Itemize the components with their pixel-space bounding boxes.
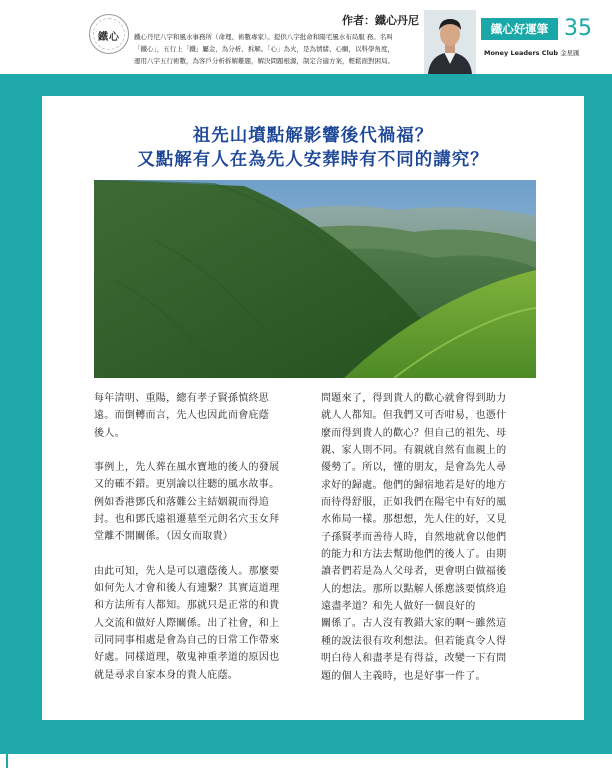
article-line: 求好的歸處。他們的歸宿地若是好的地方 (321, 479, 507, 491)
author-name: 作者：鐵心丹尼 (342, 14, 419, 27)
article-title-line-2: 又點解有人在為先人安葬時有不同的講究？ (137, 150, 489, 170)
article-line: 題的個人主義時，也是好事一件了。 (321, 670, 486, 682)
club-name (484, 48, 580, 57)
article-line: 就是尋求自家本身的貴人庇蔭。 (94, 669, 239, 681)
column-tag: 鐵心好運筆 (481, 18, 558, 40)
tiexin-logo (89, 14, 129, 54)
article-line: 如何先人才會和後人有連繫？其實這道理 (94, 583, 280, 595)
author-portrait-icon (424, 10, 476, 74)
article-line: 麼而得到貴人的歡心？但自己的祖先、母 (321, 427, 507, 439)
article-line: 人的想法。那所以點解人係應該要慎終追 (321, 583, 507, 595)
article-paragraph (94, 563, 306, 684)
author-bio-line: 「鐵心」，五行上「鐵」屬金，為分析、拆解。「心」為火，是為情緒、心願，以科學角度， (134, 45, 394, 53)
article-line: 人交流和做好人際關係。出了社會，和上 (94, 617, 280, 629)
footer-accent-line (6, 742, 8, 768)
column-header (477, 14, 612, 44)
author-bio-line: 鐵心丹尼八字和風水事務所（命理、術數專家）。提供八字批命和陽宅風水布局服 務。名叫 (134, 33, 393, 41)
article-line: 事例上，先人葬在風水寶地的後人的發展 (94, 462, 280, 474)
author-bio-line: 運用八字五行術數，為客戶分析拆解難題，解決問題根源，制定合適方案，輕鬆面對困局。 (134, 57, 394, 65)
article-paragraph (94, 459, 306, 546)
article-line: 親、家人則不同。有親就自然有血親上的 (321, 445, 507, 457)
article-line: 種的說法很有攻利想法。但若能真令人得 (321, 635, 507, 647)
author-bio (134, 31, 424, 67)
mountain-landscape-icon (94, 180, 536, 378)
article-line: 好處。同樣道理，敬鬼神重孝道的原因也 (94, 652, 280, 664)
article-line: 關係了。古人沒有教錯大家的啊～雖然這 (321, 618, 507, 630)
article-right-column (321, 390, 537, 685)
article-paragraph (321, 390, 537, 685)
article-line: 後人。 (94, 427, 125, 439)
article-line: 子孫賢孝而善待人時，自然地就會以他們 (321, 531, 507, 543)
author-photo (424, 10, 476, 74)
article-line: 水佈局一樣。那想想，先人住的好，又見 (321, 514, 507, 526)
article-line: 由此可知，先人是可以遺蔭後人。那麼要 (94, 565, 280, 577)
article-line: 堂離不開關係。（因女而取貴） (94, 531, 234, 543)
article-line: 明白待人和盡孝是有得益，改變一下有問 (321, 653, 507, 665)
article-left-column (94, 390, 306, 684)
logo-text: 鐵心 (98, 32, 120, 43)
article-line: 例如香港鄧氏和落難公主結姻親而得追 (94, 496, 270, 508)
article-line: 又的確不錯。更別論以往聽的風水故事。 (94, 479, 280, 491)
club-name-zh: 金星匯 (560, 49, 580, 57)
article-line: 優勢了。所以，懂的朋友，是會為先人尋 (321, 462, 507, 474)
page-number: 35 (564, 16, 592, 41)
article-line: 司同同事相處是會為自己的日常工作帶來 (94, 635, 280, 647)
article-line: 遠盡孝道？和先人做好一個良好的 (321, 601, 476, 613)
article-paragraph (94, 390, 306, 442)
club-name-en: Money Leaders Club (484, 49, 559, 57)
article-line: 遠。而倒轉而言，先人也因此而會庇蔭 (94, 410, 270, 422)
article-line: 封。也和鄧氏遠祖遷墓至元朗名穴玉女拜 (94, 514, 280, 526)
article-line: 問題來了，得到貴人的歡心就會得到助力 (321, 393, 507, 404)
article-panel (42, 96, 584, 720)
article-line: 的能力和方法去幫助他們的後人了。由期 (321, 549, 507, 561)
page-header (0, 0, 612, 74)
article-line: 每年清明、重陽，總有孝子賢孫慎終思 (94, 393, 270, 404)
mountain-landscape-photo (94, 180, 536, 378)
article-line: 而待得舒服，正如我們在陽宅中有好的風 (321, 497, 507, 509)
article-line: 就人人都知。但我們又可否咁易，也憑什 (321, 410, 507, 422)
article-line: 讀者們若是為人父母者，更會明白做福後 (321, 566, 507, 578)
article-line: 和方法所有人都知。那就只是正常的和貴 (94, 600, 280, 612)
article-title-line-1: 祖先山墳點解影響後代禍福？ (192, 126, 434, 146)
